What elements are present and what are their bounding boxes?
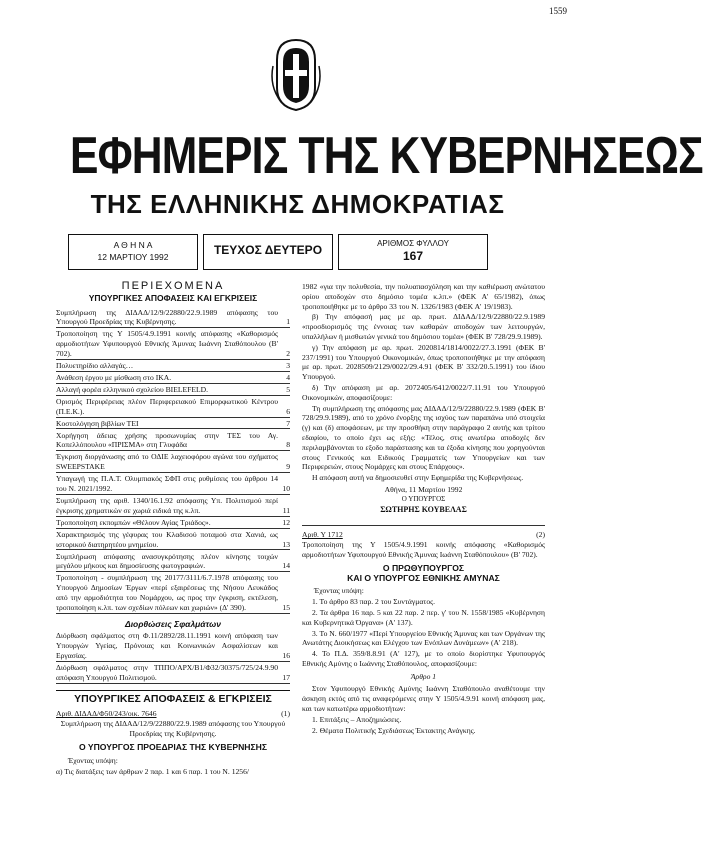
toc-entry-page: 2 xyxy=(286,348,290,358)
corrections-list xyxy=(56,631,290,683)
decisions-heading: ΥΠΟΥΡΓΙΚΕΣ ΑΠΟΦΑΣΕΙΣ & ΕΓΚΡΙΣΕΙΣ xyxy=(74,692,272,705)
toc-entry xyxy=(56,431,290,452)
paragraph-2: β) Την απόφασή μας με αρ. πρωτ. ΔΙΔΑΔ/12/9/22880/22.9.1989 «προσδιορισμός της έννοιας των καθαρών αποδοχών των λειτουργών, υπαλλήλων ή μισθωτών γενικά του δημόσιου τομέα» (ΦΕΚ Β' 728/29.9.1989). xyxy=(302,312,545,341)
toc-entry-text: Αλλαγή φορέα ελληνικού σχολείου BIELEFELD. xyxy=(56,384,208,394)
toc-entry xyxy=(56,518,290,529)
toc-entry-page: 7 xyxy=(286,418,290,428)
toc-entry-text: Ανάθεση έργου με μίσθωση στο ΙΚΑ. xyxy=(56,372,172,382)
toc-entry xyxy=(56,329,290,359)
article-item-2: 2. Θέματα Πολιτικής Σχεδιάσεως Έκτακτης Ανάγκης. xyxy=(312,725,476,735)
minister-2: ΚΑΙ Ο ΥΠΟΥΡΓΟΣ ΕΘΝΙΚΗΣ ΑΜΥΝΑΣ xyxy=(347,572,500,583)
toc-section-corrections: Διορθώσεις Σφαλμάτων xyxy=(124,618,221,629)
toc-section-decisions: ΥΠΟΥΡΓΙΚΕΣ ΑΠΟΦΑΣΕΙΣ ΚΑΙ ΕΓΚΡΙΣΕΙΣ xyxy=(88,292,258,303)
toc-title: ΠΕΡΙΕΧΟΜΕΝΑ xyxy=(121,280,225,292)
signature-name: ΣΩΤΗΡΗΣ ΚΟΥΒΕΛΑΣ xyxy=(380,504,467,514)
toc-entry-page: 4 xyxy=(286,372,290,382)
paragraph-4: δ) Την απόφαση με αρ. 2072405/6412/0022/7.11.91 του Υπουργού Οικονομικών, αποφασίζουμε: xyxy=(302,382,545,402)
decision-1-number: Αριθ. ΔΙΔΑΔ/Φ50/243/οικ. 7646 xyxy=(56,709,157,719)
sheet-label: ΑΡΙΘΜΟΣ ΦΥΛΛΟΥ xyxy=(377,239,449,248)
toc-entry-page: 3 xyxy=(286,360,290,370)
masthead-subtitle: ΤΗΣ ΕΛΛΗΝΙΚΗΣ ΔΗΜΟΚΡΑΤΙΑΣ xyxy=(90,189,505,219)
section-divider xyxy=(56,690,290,691)
right-column xyxy=(302,282,545,736)
signature-block xyxy=(302,495,545,516)
toc-entry xyxy=(56,361,290,372)
toc-entry xyxy=(56,419,290,430)
date-box xyxy=(68,234,198,270)
article-1-text: Στον Υφυπουργό Εθνικής Αμύνης Ιωάννη Σταθόπουλο αναθέτουμε την άσκηση εκτός από τις αναφερόμενες στην Υ 1505/4.9.91 κοινή απόφαση μας, και των κατωτέρω αρμοδιοτήτων: xyxy=(302,684,545,714)
toc-entry-page: 11 xyxy=(282,505,290,515)
page-number: 1559 xyxy=(549,6,567,16)
decision-1-header xyxy=(56,709,290,719)
toc-entry xyxy=(56,573,290,613)
toc-entry-text: Κοστολόγηση βιβλίων ΤΕΙ xyxy=(56,418,139,428)
having-in-view-2: Έχοντας υπόψη: xyxy=(314,586,364,596)
toc-list xyxy=(56,308,290,614)
divider xyxy=(302,525,545,526)
toc-entry-page: 15 xyxy=(282,602,290,612)
toc-entry-text: Έγκριση διοργάνωσης από το ΟΔΙΕ λαχειοφόρου αγώνα του σχήματος SWEEPSTAKE xyxy=(56,452,278,472)
decision-1-ref: (1) xyxy=(281,709,290,719)
toc-entry xyxy=(56,663,290,684)
toc-entry-text: Διόρθωση σφάλματος στην ΤΠΠΟ/ΑΡΧ/Β1/Φ32/30375/725/24.9.90 απόφαση Υπουργού Πολιτισμού. xyxy=(56,662,278,682)
clause-a: α) Τις διατάξεις των άρθρων 2 παρ. 1 και 6 παρ. 1 του Ν. 1256/ xyxy=(56,767,249,777)
toc-entry xyxy=(56,385,290,396)
toc-entry-page: 14 xyxy=(282,561,290,571)
decision-2-ref: (2) xyxy=(536,530,545,540)
decision-2-description: Τροποποίηση της Υ 1505/4.9.1991 κοινής απόφασης «Καθορισμός αρμοδιοτήτων Υφυπουργού Εθνικής Άμυνας Ιωάννη Σταθόπουλου» (Β' 702). xyxy=(302,540,545,559)
toc-entry-page: 8 xyxy=(286,440,290,450)
toc-entry xyxy=(56,373,290,384)
toc-entry xyxy=(56,397,290,418)
toc-entry-page: 9 xyxy=(286,462,290,472)
article-item-1: 1. Επιτάξεις – Αποζημιώσεις. xyxy=(312,714,402,724)
item-4: 4. Το Π.Δ. 359/8.8.91 (Α' 127), με το οποίο διορίστηκε Υφυπουργός Εθνικής Αμύνης ο Ιωάννης Σταθόπουλος, αποφασίζουμε: xyxy=(302,649,545,668)
toc-entry xyxy=(56,530,290,551)
toc-entry-text: Συμπλήρωση της αριθ. 1340/16.1.92 απόφασης Υπ. Πολιτισμού περί έγκρισης χρηματικών σε χωριά ειδικά της κ.λπ. xyxy=(56,496,278,515)
issue-label: ΤΕΥΧΟΣ ΔΕΥΤΕΡΟ xyxy=(213,243,323,257)
paragraph-5: Τη συμπλήρωση της απόφασης μας ΔΙΔΑΔ/12/9/22880/22.9.1989 (ΦΕΚ Β' 728/29.9.1989), από το χρόνο ένορξης της ισχύος των παραπάνω υπό στοιχεία (γ) και (δ) αποφάσεων, με την προσθήκη στην παράγραφο 2 αυτής και τρίτου εδαφίου, το οποίο έχει ως εξής: «Τέλος, στις ανωτέρω αποδοχές δεν περιλαμβάνονται το εξοδο παράστασης και τα έξοδα κίνησης που χορηγούνται στους Γενικούς και Ειδικούς Γραμματείς των Υπουργείων και των Περιφερειών, στους Νομάρχες και στους Επάρχους». xyxy=(302,403,545,472)
toc-entry-text: Συμπλήρωση απόφασης ανασυγκρότησης πλέον κίνησης τοιχών μεγάλου μήκους και δημοσίευσης φωτογραφιών. xyxy=(56,551,278,571)
toc-entry xyxy=(56,631,290,661)
sheet-number: 167 xyxy=(402,249,424,263)
toc-entry-text: Διόρθωση σφάλματος στη Φ.11/2892/28.11.1991 κοινή απόφαση των Υπουργών Υγείας, Πρόνοιας και Κοινωνικών Ασφαλίσεων και Εργασίας. xyxy=(56,631,278,660)
toc-entry-page: 12 xyxy=(282,517,290,527)
issue-box xyxy=(203,234,333,270)
toc-entry-page: 17 xyxy=(282,672,290,682)
place-date: Αθήνα, 11 Μαρτίου 1992 xyxy=(384,484,463,494)
toc-entry-page: 6 xyxy=(286,406,290,416)
toc-entry xyxy=(56,474,290,495)
toc-entry xyxy=(56,452,290,473)
masthead-title: ΕΦΗΜΕΡΙΣ ΤΗΣ ΚΥΒΕΡΝΗΣΕΩΣ xyxy=(69,127,703,185)
issue-date: 12 ΜΑΡΤΙΟΥ 1992 xyxy=(97,252,169,262)
item-2: 2. Τα άρθρα 16 παρ. 5 και 22 παρ. 2 περ. γ' του Ν. 1558/1985 «Κυβέρνηση και Κυβερνητικά Όργανα» (Α' 137). xyxy=(302,607,545,627)
article-1-title: Άρθρο 1 xyxy=(410,671,437,681)
place-label: Α Θ Η Ν Α xyxy=(113,240,153,250)
toc-entry-text: Χορήγηση άδειας χρήσης προσωνυμίας στην ΤΕΣ του Αγ. Κοπελλόπουλου «ΠΡΙΣΜΑ» στη Γλυφάδα xyxy=(56,430,278,450)
toc-entry xyxy=(56,308,290,329)
toc-entry xyxy=(56,552,290,573)
sheet-number-box xyxy=(338,234,488,270)
toc-entry-page: 5 xyxy=(286,384,290,394)
decision-1-description: Συμπλήρωση της ΔΙΔΑΔ/12/9/22880/22.9.1989 απόφασης του Υπουργού Προεδρίας της Κυβέρνησης. xyxy=(60,719,286,738)
toc-entry-text: Συμπλήρωση της ΔΙΔΑΔ/12/9/22880/22.9.1989 απόφασης του Υπουργού Προεδρίας της Κυβέρνησης. xyxy=(56,307,278,327)
item-1: 1. Το άρθρο 83 παρ. 2 του Συντάγματος. xyxy=(312,597,436,607)
decision-1-minister: Ο ΥΠΟΥΡΓΟΣ ΠΡΟΕΔΡΙΑΣ ΤΗΣ ΚΥΒΕΡΝΗΣΗΣ xyxy=(78,741,268,752)
paragraph-3: γ) Την απόφαση με αρ. πρωτ. 2020814/1814/0022/27.3.1991 (ΦΕΚ Β' 237/1991) του Υπουργού Οικονομικών, όπως τροποποιήθηκε με την απόφαση με αρ. πρωτ. 2028509/2129/0022/29.4.91 (ΦΕΚ Β' 332/20.5.1991) του ίδιου Υπουργού. xyxy=(302,342,545,382)
decision-2-header xyxy=(302,530,545,540)
toc-entry-page: 16 xyxy=(282,650,290,660)
item-3: 3. Το Ν. 660/1977 «Περί Υπουργείου Εθνικής Άμυνας και των Οργάνων της Ανωτάτης Διοικήσεως και Ελέγχου των Ενόπλων Δυνάμεων» (Α' 218). xyxy=(302,628,545,648)
minister-1: Ο ΠΡΩΘΥΠΟΥΡΓΟΣ xyxy=(382,562,465,573)
toc-entry-page: 1 xyxy=(286,317,290,327)
paragraph-6: Η απόφαση αυτή να δημοσιευθεί στην Εφημερίδα της Κυβερνήσεως. xyxy=(312,473,524,483)
toc-entry-text: Χαρακτηρισμός της γέφυρας του Κλαδισού ποταμού στα Χανιά, ως ιστορικού διατηρητέου μνημείου. xyxy=(56,529,278,549)
toc-entry-text: Τροποποίηση της Υ 1505/4.9.1991 κοινής απόφασης «Καθορισμός αρμοδιοτήτων Υφυπουργού Εθνικής Άμυνας Ιωάννη Σταθόπουλου (Β' 702). xyxy=(56,329,278,358)
signature-role: Ο ΥΠΟΥΡΓΟΣ xyxy=(401,494,446,503)
toc-entry xyxy=(56,496,290,517)
toc-entry-text: Τροποποίηση - συμπλήρωση της 20177/3111/6.7.1978 απόφασης του Υπουργού Δημοσίων Έργων «περί εξαιρέσεως της Νήσου Λευκάδος από την αρμοδιότητα του Νομάρχου, ως προς την έγκριση, εκτέλεση, τροποποίηση κ.λπ. των σχεδίων πόλεων και χωριών» (Δ' 390). xyxy=(56,573,278,612)
toc-entry-page: 13 xyxy=(282,539,290,549)
decision-2-number: Αριθ. Υ 1712 xyxy=(302,530,343,540)
having-in-view: Έχοντας υπόψη: xyxy=(68,756,118,766)
coat-of-arms-emblem xyxy=(271,36,321,114)
toc-entry-text: Τροποποίηση εκπομπών «Θέλουν Αγίας Τριάδος». xyxy=(56,517,211,527)
toc-entry-text: Πολυετηρίδιο αλλαγάς… xyxy=(56,360,134,370)
toc-entry-page: 10 xyxy=(282,484,290,494)
left-column xyxy=(56,282,290,778)
toc-entry-text: Ορισμός Περιφέρειας πλέον Περιφερειακού Επιμορφωτικού Κέντρου (Π.Ε.Κ.). xyxy=(56,396,278,416)
paragraph-1: 1982 «για την πολυθεσία, την πολυαπασχόληση και την καθιέρωση ανώτατου ορίου αποδοχών στο δημόσιο τομέα κ.λπ.» (ΦΕΚ Α' 65/1982), όπως τροποποιήθηκε με το άρθρο 33 του Ν. 1326/1983 (ΦΕΚ Α' 19/1983). xyxy=(302,282,545,311)
toc-entry-text: Υπαγωγή της Π.Α.Τ. Ολυμπιακός ΣΦΠ στις ρυθμίσεις του άρθρου 14 του Ν. 2021/1992. xyxy=(56,474,278,494)
